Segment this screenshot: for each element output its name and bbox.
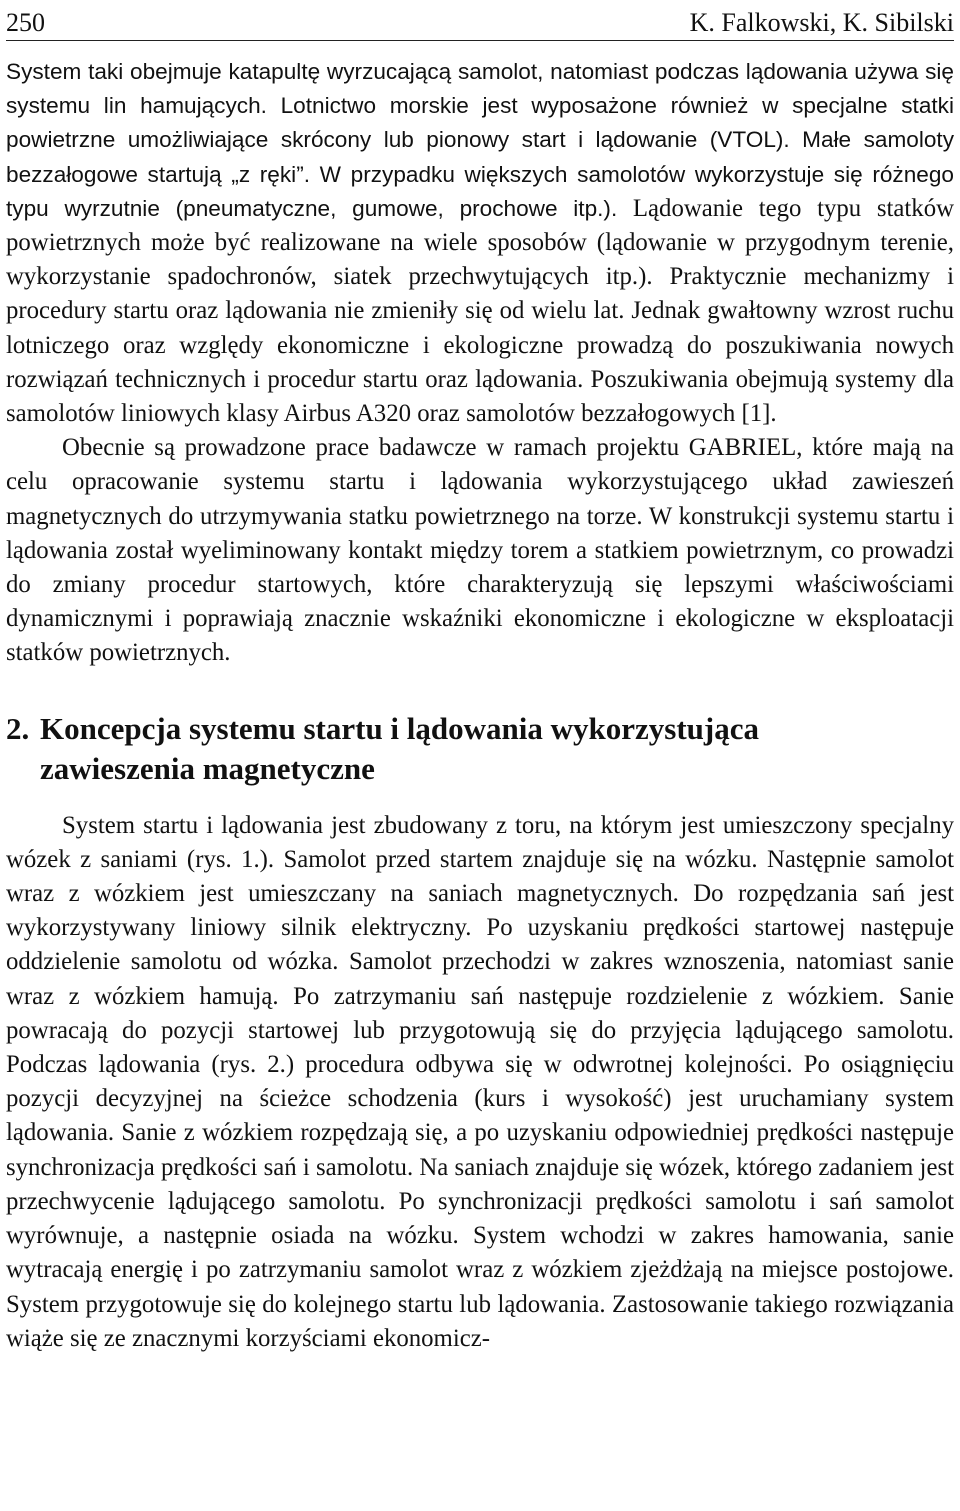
section-heading — [6, 709, 954, 789]
running-authors: K. Falkowski, K. Sibilski — [689, 8, 954, 37]
paragraph-1 — [6, 55, 954, 431]
paragraph-1-sans-run: System taki obejmuje katapultę wyrzucającą samolot, natomiast podczas lądowania używa się systemu lin hamujących. Lotnictwo morskie jest wyposażone również w specjalne statki powietrzne umożliwiające skrócony lub pionowy start i lądowanie (VTOL). Małe samoloty bezzałogowe startują „z ręki”. W przypadku większych samolotów wykorzystuje się różnego typu wyrzutnie (pneumatyczne, gumowe, prochowe itp.). — [6, 59, 954, 221]
running-header — [6, 0, 954, 41]
section-title: Koncepcja systemu startu i lądowania wykorzystująca zawieszenia magnetyczne — [40, 710, 759, 786]
paragraph-1-serif-run: Lądowanie tego typu statków powietrznych może być realizowane na wiele sposobów (lądowanie w przygodnym terenie, wykorzystanie spadochronów, siatek przechwytujących itp.). Praktycznie mechanizmy i procedury startu oraz lądowania nie zmieniły się od wielu lat. Jednak gwałtowny wzrost ruchu lotniczego oraz względy ekonomiczne i ekologiczne prowadzą do poszukiwania nowych rozwiązań technicznych i procedur startu oraz lądowania. Poszukiwania obejmują systemy dla samolotów liniowych klasy Airbus A320 oraz samolotów bezzałogowych [1]. — [6, 194, 955, 428]
paragraph-3: System startu i lądowania jest zbudowany z toru, na którym jest umieszczony specjalny wózek z saniami (rys. 1.). Samolot przed startem znajduje się na wózku. Następnie samolot wraz z wózkiem jest umieszczany na saniach magnetycznych. Do rozpędzania sań jest wykorzystywany liniowy silnik elektryczny. Po uzyskaniu prędkości startowej następuje oddzielenie samolotu od wózka. Samolot przechodzi w zakres wznoszenia, natomiast sanie wraz z wózkiem hamują. Po zatrzymaniu sań następuje rozdzielenie z wózkiem. Sanie powracają do pozycji startowej lub przygotowują się do przyjęcia lądującego samolotu. Podczas lądowania (rys. 2.) procedura odbywa się w odwrotnej kolejności. Po osiągnięciu pozycji decyzyjnej na ścieżce schodzenia (kurs i wysokość) jest uruchamiany system lądowania. Sanie z wózkiem rozpędzają się, a po uzyskaniu odpowiedniej prędkości następuje synchronizacja prędkości sań i samolotu. Na saniach znajduje się wózek, którego zadaniem jest przechwycenie lądującego samolotu. Po synchronizacji prędkości samolotu i sań samolot wyrównuje, a następnie osiada na wózku. System wchodzi w zakres hamowania, sanie wytracają energię i po zatrzymaniu samolot wraz z wózkiem zjeżdżają na miejsce postojowe. System przygotowuje się do kolejnego startu lub lądowania. Zastosowanie takiego rozwiązania wiąże się ze znacznymi korzyściami ekonomicz- — [6, 811, 954, 1352]
paragraph-2: Obecnie są prowadzone prace badawcze w ramach projektu GABRIEL, które mają na celu opracowanie systemu startu i lądowania wykorzystującego układ zawieszeń magnetycznych do utrzymywania statku powietrznego na torze. W konstrukcji systemu startu i lądowania został wyeliminowany kontakt między torem a statkiem powietrznym, co prowadzi do zmiany procedur startowych, które charakteryzują się lepszymi właściwościami dynamicznymi i poprawiają znacznie wskaźniki ekonomiczne i ekologiczne w eksploatacji statków powietrznych. — [6, 434, 954, 667]
document-page — [6, 0, 954, 1356]
section-number: 2. — [6, 710, 30, 746]
page-number: 250 — [6, 8, 45, 37]
